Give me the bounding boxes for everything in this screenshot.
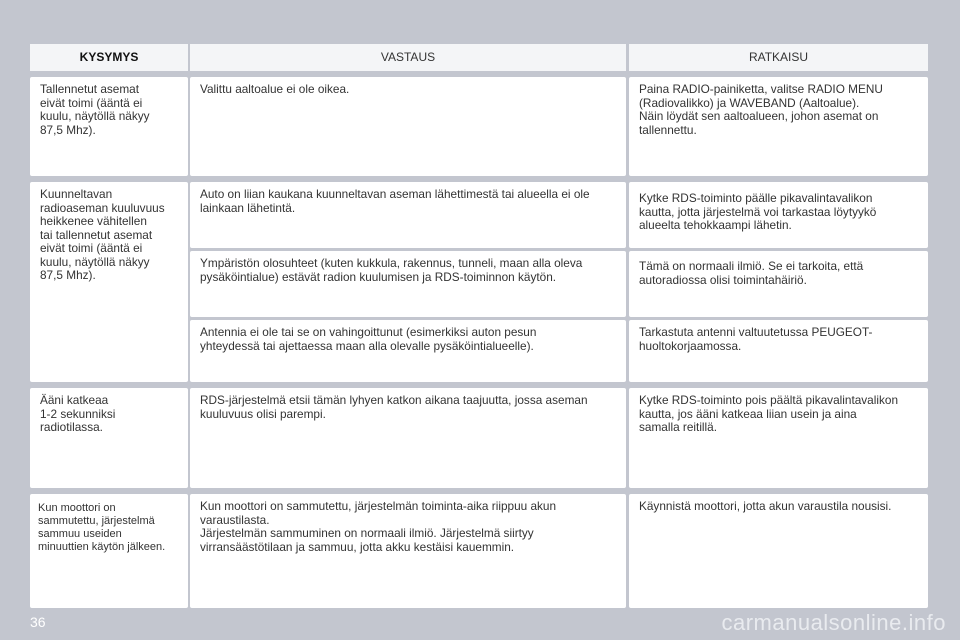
header-answer: VASTAUS [190, 44, 626, 71]
row1-solution: Paina RADIO-painiketta, valitse RADIO MENU (Radiovalikko) ja WAVEBAND (Aaltoalue). Näin löydät sen aaltoalueen, johon asemat on tallennettu. [629, 77, 928, 176]
row2-answer-2: Ympäristön olosuhteet (kuten kukkula, rakennus, tunneli, maan alla oleva pysäköintialue) estävät radion kuulumisen ja RDS-toiminnon käytön. [190, 251, 626, 317]
header-question: KYSYMYS [30, 44, 188, 71]
row4-answer: Kun moottori on sammutettu, järjestelmän toiminta-aika riippuu akun varaustilasta. Järjestelmän sammuminen on normaali ilmiö. Järjestelmä siirtyy virransäästötilaan ja sammuu, jotta akku kestäisi kauemmin. [190, 494, 626, 608]
row2-answer-1: Auto on liian kaukana kuunneltavan aseman lähettimestä tai alueella ei ole lainkaan lähetintä. [190, 182, 626, 248]
row3-question: Ääni katkeaa 1-2 sekunniksi radiotilassa. [30, 388, 188, 488]
row3-answer: RDS-järjestelmä etsii tämän lyhyen katkon aikana taajuutta, jossa aseman kuuluvuus olisi parempi. [190, 388, 626, 488]
row1-answer: Valittu aaltoalue ei ole oikea. [190, 77, 626, 176]
page-number: 36 [30, 614, 46, 630]
row2-question: Kuunneltavan radioaseman kuuluvuus heikkenee vähitellen tai tallennetut asemat eivät toimi (ääntä ei kuulu, näytöllä näkyy 87,5 Mhz). [30, 182, 188, 382]
row2-solution-1: Kytke RDS-toiminto päälle pikavalintavalikon kautta, jotta järjestelmä voi tarkastaa löytyykö alueelta tehokkaampi lähetin. [629, 182, 928, 248]
row2-answer-3: Antennia ei ole tai se on vahingoittunut (esimerkiksi auton pesun yhteydessä tai ajettaessa maan alla olevalle pysäköintialueelle). [190, 320, 626, 382]
row3-solution: Kytke RDS-toiminto pois päältä pikavalintavalikon kautta, jos ääni katkeaa liian usein ja aina samalla reitillä. [629, 388, 928, 488]
row1-question: Tallennetut asemat eivät toimi (ääntä ei kuulu, näytöllä näkyy 87,5 Mhz). [30, 77, 188, 176]
row2-solution-3: Tarkastuta antenni valtuutetussa PEUGEOT- huoltokorjaamossa. [629, 320, 928, 382]
row4-solution: Käynnistä moottori, jotta akun varaustila nousisi. [629, 494, 928, 608]
watermark: carmanualsonline.info [721, 610, 946, 635]
header-solution: RATKAISU [629, 44, 928, 71]
row2-solution-2: Tämä on normaali ilmiö. Se ei tarkoita, että autoradiossa olisi toimintahäiriö. [629, 251, 928, 317]
row4-question: Kun moottori on sammutettu, järjestelmä sammuu useiden minuuttien käytön jälkeen. [30, 494, 188, 608]
